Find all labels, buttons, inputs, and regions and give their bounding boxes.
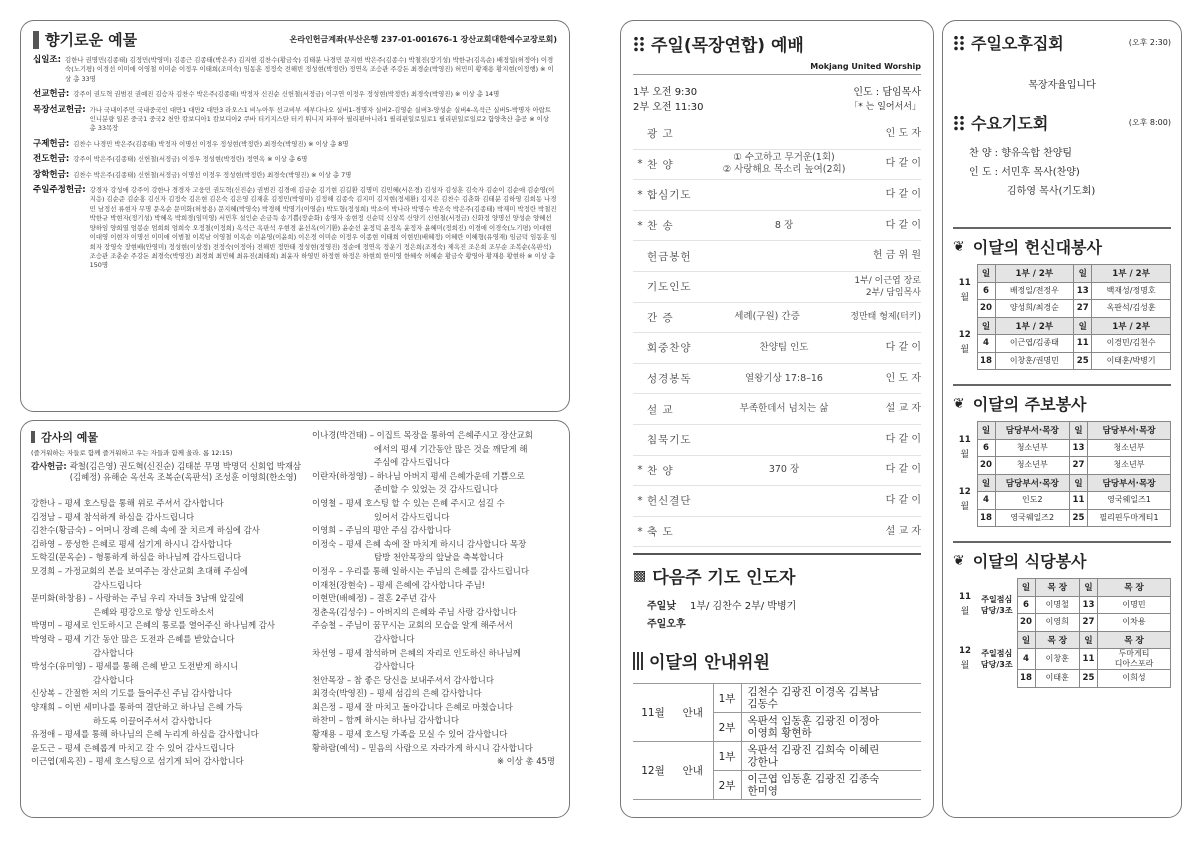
- service-col-header: 담당부서·목장: [995, 474, 1070, 492]
- thanks-line: 윤도근 – 평세 은혜롭게 마치고 갈 수 있어 감사드립니다: [31, 742, 235, 753]
- offering-group-label: 주일주정헌금:: [33, 185, 86, 196]
- offering-group-label: 구제헌금:: [33, 138, 70, 149]
- order-item-content: 8 장: [774, 219, 794, 231]
- order-item-leader: 인 도 자: [885, 372, 921, 384]
- order-item-name: 찬 양: [647, 158, 674, 171]
- thanks-line: 이현만(배혜정) – 결혼 2주년 감사: [312, 593, 436, 604]
- next-afternoon-label: 주일오후: [647, 619, 686, 631]
- order-item: [633, 241, 921, 272]
- offering-group-names: 가나 국내이주민 국내중국인 대만1 대만2 대만3 라오스1 비누아투 선교비부 세부다나오 실버1-경명자 실버2-김영순 실버3-양성순 실버4-옥석근 실버5-박명자 아랍트 인니분량 일본 중국1 중국2 천안 캄보디아1 캄보디아2 쿠바 티키지스탄 터키 튀니지 파푸아 필리핀마니라1 필리핀일로일로1 필리핀일로일로2 함양축산 총공 ※ 이상 총 33목장: [89, 105, 552, 133]
- service-month-suffix: 월: [960, 606, 970, 617]
- order-item-name: 찬 양: [647, 464, 674, 477]
- service-col-header: 1부 / 2부: [1092, 265, 1171, 283]
- service-col-header: 담당부서·목장: [995, 422, 1070, 440]
- order-item: [633, 394, 921, 425]
- order-of-worship: [633, 119, 921, 547]
- thanks-line: 박명미 – 평세로 인도하시고 은혜의 통로를 열어주신 하나님께 감사: [31, 620, 275, 631]
- time-first: 1부 오전 9:30: [633, 87, 698, 98]
- order-item-content: ① 수고하고 무거운(1회) ② 사랑해요 목소리 높여(2회): [722, 152, 846, 176]
- service-assignee: 이창훈: [1035, 649, 1080, 670]
- order-item-content: 세례(구원) 간증: [734, 311, 800, 323]
- service-assignee: 옥판석/김성훈: [1092, 300, 1171, 318]
- service-day: 20: [977, 457, 995, 475]
- stand-mark: *: [637, 188, 643, 201]
- thanks-line: 이재천(장현숙) – 평세 은혜에 감사합니다 주님!: [312, 579, 486, 590]
- service-day: 20: [977, 300, 995, 318]
- service-day: 13: [1080, 596, 1098, 614]
- service-header-row: [953, 631, 1171, 649]
- order-item-leader: 설 교 자: [885, 525, 921, 537]
- wednesday-lead: 인 도 : 서민후 목사(찬양): [969, 167, 1080, 178]
- thanks-line: 차선영 – 평세 참석하며 은혜의 자리로 인도하신 하나님께: [312, 647, 521, 658]
- order-item-content: 찬양팀 인도: [759, 341, 809, 353]
- heart-bullet-icon: ❦: [953, 552, 965, 569]
- order-item-content: 부족한데서 넘치는 삶: [739, 403, 829, 415]
- thanks-line: 모경희 – 가정교회의 본을 보여주는 장산교회 초대해 주심에: [31, 565, 248, 576]
- service-day: 18: [977, 509, 995, 527]
- dedication-table: [953, 264, 1171, 370]
- service-assignee: 이차용: [1098, 614, 1171, 632]
- thanks-panel: [20, 420, 570, 818]
- wednesday-praise: 찬 양 : 향유옥합 찬양팀: [969, 148, 1073, 159]
- offering-group-names: 강주이 박은주(김종태) 신헌철(서정금) 이정우 정성현(박정란) 정연옥 ※ 이상 총 6명: [73, 155, 308, 164]
- service-day-header: 일: [977, 474, 995, 492]
- usher-role: 안내: [673, 684, 713, 742]
- service-assignee: 백재성/정명호: [1092, 282, 1171, 300]
- account-info: 온라인헌금계좌(부산은행 237-01-001676-1 장산교회대한예수교장로회): [289, 35, 557, 44]
- order-item: [633, 364, 921, 395]
- service-col-header: 목 장: [1035, 631, 1080, 649]
- service-row: [953, 335, 1171, 353]
- stand-note: 「* 는 일어서서」: [849, 102, 921, 112]
- stand-mark: *: [637, 219, 643, 232]
- offering-group-names: 강주이 권도혁 권범진 권예진 김승자 김찬수 박은주(김종태) 박정자 신진순 신헌철(서정금) 이구연 이정우 정성현(박정란) 최경숙(박영진) ※ 이상 총 14명: [73, 90, 500, 99]
- order-item: [633, 333, 921, 364]
- service-header-row: [953, 422, 1171, 440]
- order-item-name: 성경봉독: [647, 373, 692, 386]
- order-item-name: 기도인도: [647, 281, 692, 294]
- service-month: [953, 317, 977, 370]
- thanks-line: 김하영 – 풍성한 은혜로 평세 섬기게 하시니 감사합니다: [31, 538, 232, 549]
- service-month: [953, 265, 977, 318]
- thanks-line: 황하람(예석) – 믿음의 사람으로 자라가게 하시니 감사합니다: [312, 742, 533, 753]
- heart-bullet-icon: ❦: [953, 395, 965, 412]
- service-assignee: 양성희/최경순: [995, 300, 1074, 318]
- thanks-head-label: 감사헌금:: [31, 461, 67, 471]
- order-item-leader: 1부/ 이근엽 장로 2부/ 담임목사: [854, 275, 921, 298]
- service-day: 13: [1070, 439, 1088, 457]
- thanks-line: 도학길(문옥순) – 형통하게 하심을 하나님께 감사드립니다: [31, 552, 242, 563]
- offering-group: [33, 140, 557, 149]
- service-day: 27: [1070, 457, 1088, 475]
- order-item-leader: 다 같 이: [885, 341, 921, 353]
- service-month-number: 11: [958, 277, 971, 288]
- order-item-name: 축 도: [647, 526, 674, 539]
- service-month-number: 12: [959, 646, 971, 656]
- offering-group-label: 목장선교헌금:: [33, 104, 86, 115]
- thanks-line: 주심에 감사드립니다: [374, 457, 450, 468]
- order-item-leader: 정만태 형제(터키): [850, 312, 921, 323]
- service-day: 18: [1017, 670, 1035, 688]
- thanks-line: 정춘옥(김성수) – 아버지의 은혜와 주님 사랑 감사합니다: [312, 606, 517, 617]
- thanks-line: 문미화(하창용) – 사랑하는 주님 우리 자녀들 3남매 앞길에: [31, 593, 244, 604]
- service-day: 25: [1074, 352, 1092, 370]
- service-day: 11: [1080, 649, 1098, 670]
- service-header-row: [953, 265, 1171, 283]
- service-day: 4: [977, 492, 995, 510]
- kitchen-duty: 주일점심 담당/3조: [980, 649, 1013, 669]
- usher-names: 이근엽 임동훈 김광진 김종숙 한미영: [741, 771, 921, 800]
- worship-panel: [620, 20, 934, 818]
- service-day-header: 일: [977, 317, 995, 335]
- bulletin-title: 이달의 주보봉사: [972, 395, 1087, 414]
- thanks-line: 하도록 이끌어주셔서 감사합니다: [93, 715, 212, 726]
- service-month: [953, 631, 977, 687]
- service-assignee: 이태훈: [1035, 670, 1080, 688]
- order-item-leader: 다 같 이: [885, 494, 921, 506]
- thanks-line: 이영철 – 평세 호스팅 할 수 있는 은혜 주시고 섬길 수: [312, 497, 505, 508]
- service-assignee: 인도2: [995, 492, 1070, 510]
- offering-group-label: 십일조:: [33, 55, 62, 65]
- offering-group-names: 김찬수 나경민 박은주(김종태) 박정자 이명선 이정우 정성현(박정란) 최경숙(박영진) ※ 이상 총 8명: [73, 139, 349, 148]
- service-col-header: 1부 / 2부: [1092, 317, 1171, 335]
- order-item: [633, 211, 921, 242]
- service-day: 11: [1074, 335, 1092, 353]
- title-bar-icon: [33, 31, 39, 49]
- service-day-header: 일: [1070, 474, 1088, 492]
- bulletin-table: [953, 421, 1171, 527]
- thanks-line: 황재용 – 평세 호스팅 가족을 모실 수 있어 감사합니다: [312, 729, 508, 740]
- offering-group-label: 전도헌금:: [33, 154, 70, 165]
- kitchen-table: [953, 578, 1171, 688]
- thanks-title: 감사의 예물: [41, 431, 98, 444]
- service-row: [953, 300, 1171, 318]
- order-item: [633, 180, 921, 211]
- service-day: 25: [1070, 509, 1088, 527]
- worship-title: 주일(목장연합) 예배: [651, 36, 804, 56]
- thanks-line: 유정애 – 평세를 통해 하나님의 은혜 누리게 하심을 감사합니다: [31, 729, 259, 740]
- thanks-verse: (즐거워하는 자들로 함께 즐거워하고 우는 자들과 함께 울라. 롬 12:15): [31, 449, 233, 457]
- usher-names: 옥판석 임동훈 김광진 이정아 이영희 황현하: [741, 713, 921, 742]
- service-month-suffix: 월: [960, 345, 970, 356]
- wednesday-title: 수요기도회: [971, 114, 1049, 133]
- thanks-line: 이정숙 – 평세 은혜 속에 잘 마치게 하시니 감사합니다 목장: [312, 538, 527, 549]
- next-sunday-value: 1부/ 김찬수 2부/ 박병기: [689, 601, 797, 613]
- service-day-header: 일: [977, 422, 995, 440]
- offering-group: [33, 155, 557, 164]
- service-month-suffix: 월: [960, 502, 970, 513]
- stand-mark: *: [637, 494, 643, 507]
- order-item: [633, 303, 921, 334]
- time-second: 2부 오전 11:30: [633, 102, 704, 113]
- offering-title: 향기로운 예물: [45, 31, 138, 49]
- dots-icon: [633, 36, 645, 52]
- dots-icon: [953, 35, 965, 51]
- service-col-header: 1부 / 2부: [995, 317, 1074, 335]
- service-month: [953, 474, 977, 527]
- offering-group-label: 장학헌금:: [33, 169, 70, 180]
- thanks-line: 김찬수(황금숙) – 어머니 장례 은혜 속에 잘 치르게 하심에 감사: [31, 525, 260, 536]
- service-month-number: 12: [958, 487, 971, 498]
- service-assignee: 배정일/전정우: [995, 282, 1074, 300]
- service-month-number: 12: [958, 330, 971, 341]
- service-assignee: 영국웨일즈2: [995, 509, 1070, 527]
- thanks-line: 탐방 천안목장의 앞날을 축복합니다: [374, 552, 504, 563]
- thanks-line: 감사드립니다: [93, 579, 142, 590]
- stand-mark: *: [637, 158, 643, 171]
- service-col-header: 담당부서·목장: [1088, 422, 1171, 440]
- wednesday-time: (오후 8:00): [1128, 118, 1171, 127]
- offering-group: [33, 106, 557, 134]
- offering-group: [33, 171, 557, 180]
- usher-part: 2부: [713, 713, 741, 742]
- service-day: 13: [1074, 282, 1092, 300]
- service-day-header: 일: [1074, 317, 1092, 335]
- thanks-line: 감사합니다: [374, 661, 415, 672]
- service-assignee: 영국웨일즈1: [1088, 492, 1171, 510]
- service-day-header: 일: [1017, 579, 1035, 597]
- service-col-header: 목 장: [1098, 631, 1171, 649]
- order-item-content: 열왕기상 17:8–16: [745, 372, 823, 384]
- offering-group-label: 선교헌금:: [33, 89, 70, 100]
- ushers-icon: [633, 652, 643, 670]
- service-day: 6: [1017, 596, 1035, 614]
- service-day-header: 일: [1070, 422, 1088, 440]
- next-week-title: 다음주 기도 인도자: [652, 568, 796, 589]
- offering-group-names: 김한나 권명민(김종태) 김정민(박영미) 김종근 김종태(박은주) 김지현 김찬수(황금숙) 김태분 나경민 문지현 박은주(김종수) 박철진(장기성) 박한규(김옥순) 배정일(허정아) 이경숙(노기평) 이경선 이미애 이영철 이미순 이정우 이태희(조미숙) 임동훈 정정숙 전해빈 정성현(박정란) 정연옥 조승관 주강돈 최경순(박영진) 허민미 황재용 황지현(이정행) ※ 이상 총 33명: [65, 56, 554, 83]
- service-day-header: 일: [1080, 579, 1098, 597]
- usher-row: [633, 742, 921, 771]
- service-month: [953, 422, 977, 475]
- thanks-line: 주승철 – 주님이 꿈꾸시는 교회의 모습을 알게 해주셔서: [312, 620, 513, 631]
- right-panel: [942, 20, 1182, 818]
- ushers-table: [633, 683, 921, 800]
- order-item-content: 370 장: [768, 464, 800, 476]
- service-header-row: [953, 579, 1171, 597]
- order-item-name: 합심기도: [647, 189, 692, 202]
- service-assignee: 청소년부: [1088, 439, 1171, 457]
- afternoon-text: 목장자율입니다: [1028, 80, 1096, 91]
- order-item: [633, 456, 921, 487]
- order-item-name: 헌신결단: [647, 495, 692, 508]
- usher-part: 1부: [713, 684, 741, 713]
- order-item: [633, 486, 921, 517]
- usher-names: 김천수 김광진 이경옥 김복남 김동수: [741, 684, 921, 713]
- service-assignee: 이명철: [1035, 596, 1080, 614]
- thanks-line: 감사합니다: [93, 674, 134, 685]
- thanks-line: 은혜와 평강으로 항상 인도하소서: [93, 606, 215, 617]
- thanks-line: 천안목장 – 참 좋은 당신을 보내주셔서 감사합니다: [312, 674, 494, 685]
- kitchen-duty: 주일점심 담당/3조: [980, 594, 1013, 615]
- order-item-name: 설 교: [647, 403, 674, 416]
- thanks-line: 최경숙(박영진) – 평세 섬김의 은혜 감사합니다: [312, 688, 482, 699]
- order-item-leader: 다 같 이: [885, 219, 921, 231]
- service-day: 11: [1070, 492, 1088, 510]
- offering-groups: [33, 56, 557, 271]
- service-day-header: 일: [977, 265, 995, 283]
- order-item-leader: 헌 금 위 원: [872, 250, 921, 262]
- service-assignee: 이근엽/김종태: [995, 335, 1074, 353]
- wednesday-lead2: 김하영 목사(기도회): [1007, 186, 1096, 197]
- service-day-header: 일: [1074, 265, 1092, 283]
- thanks-line: 이근엽(제옥진) – 평세 호스팅으로 섬기게 되어 감사합니다: [31, 756, 244, 767]
- next-sunday-label: 주일낮: [647, 601, 676, 613]
- thanks-line: 에서의 평세 기간동안 많은 것을 깨닫게 해: [374, 443, 528, 454]
- worship-subtitle: Mokjang United Worship: [633, 62, 921, 75]
- order-item-name: 헌금봉헌: [647, 250, 692, 263]
- usher-month: 12월: [633, 742, 673, 800]
- order-item-leader: 인 도 자: [885, 127, 921, 139]
- service-header-row: [953, 474, 1171, 492]
- order-item-leader: 다 같 이: [885, 158, 921, 170]
- order-item-leader: 다 같 이: [885, 464, 921, 476]
- service-row: [953, 352, 1171, 370]
- order-item: [633, 119, 921, 150]
- afternoon-title: 주일오후집회: [971, 34, 1064, 53]
- afternoon-time: (오후 2:30): [1128, 38, 1171, 47]
- service-day: 6: [977, 282, 995, 300]
- service-assignee: 이창훈/권명민: [995, 352, 1074, 370]
- service-day: 18: [977, 352, 995, 370]
- dedication-title: 이달의 헌신대봉사: [972, 238, 1102, 257]
- service-day: 4: [1017, 649, 1035, 670]
- service-assignee: 필리핀두마게티1: [1088, 509, 1171, 527]
- kitchen-title: 이달의 식당봉사: [972, 552, 1087, 571]
- service-col-header: 담당부서·목장: [1088, 474, 1171, 492]
- order-item-leader: 다 같 이: [885, 188, 921, 200]
- thanks-line: 박영락 – 평세 기간 동안 많은 도전과 은혜를 받았습니다: [31, 633, 235, 644]
- service-col-header: 1부 / 2부: [995, 265, 1074, 283]
- offering-group: [33, 186, 557, 271]
- thanks-line: 신상복 – 간절한 저의 기도를 들어주신 주님 감사합니다: [31, 688, 232, 699]
- offering-panel: [20, 20, 570, 412]
- usher-role: 안내: [673, 742, 713, 800]
- service-row: [953, 492, 1171, 510]
- offering-group: [33, 90, 557, 99]
- usher-part: 1부: [713, 742, 741, 771]
- order-item-name: 회중찬양: [647, 342, 692, 355]
- thanks-line: 감사합니다: [93, 647, 134, 658]
- order-item-name: 광 고: [647, 128, 674, 141]
- preacher: 인도 : 담임목사: [853, 87, 921, 98]
- thanks-line: 양재희 – 이번 세미나를 통하여 결단하고 하나님 은혜 가득: [31, 701, 243, 712]
- order-item-name: 찬 송: [647, 220, 674, 233]
- thanks-line: 하찬미 – 함께 하시는 하나님 감사합니다: [312, 715, 459, 726]
- service-assignee: 이영희: [1035, 614, 1080, 632]
- service-day: 6: [977, 439, 995, 457]
- service-month: [953, 579, 977, 632]
- order-item: [633, 425, 921, 456]
- grid-icon: ▩: [633, 567, 647, 584]
- service-row: [953, 509, 1171, 527]
- usher-part: 2부: [713, 771, 741, 800]
- thanks-line: 이나경(박건태) – 이집트 목장을 통하여 은혜주시고 장산교회: [312, 430, 533, 440]
- service-row: [953, 282, 1171, 300]
- title-bar-icon: [31, 431, 35, 443]
- thanks-total: ※ 이상 총 45명: [496, 756, 555, 767]
- service-header-row: [953, 317, 1171, 335]
- usher-row: [633, 684, 921, 713]
- service-col-header: 목 장: [1098, 579, 1171, 597]
- thanks-line: 최은정 – 평세 잘 마치고 돌아갑니다 은혜로 마쳤습니다: [312, 701, 513, 712]
- service-day: 25: [1080, 670, 1098, 688]
- service-assignee: 청소년부: [995, 457, 1070, 475]
- service-day: 27: [1080, 614, 1098, 632]
- thanks-line: 감사합니다: [374, 633, 415, 644]
- thanks-line: 강한나 – 평세 호스팅을 통해 위로 주셔서 감사합니다: [31, 498, 224, 508]
- service-assignee: 청소년부: [1088, 457, 1171, 475]
- thanks-line: 김정남 – 평세 참석하게 하심을 감사드립니다: [31, 511, 195, 522]
- thanks-head-text: 곽철(김은영) 권도혁(신진순) 김태분 무명 박명덕 신회업 박재삼(김혜정) 유해순 옥선옥 조복순(옥판석) 조성훈 이영희(한소영): [69, 461, 302, 482]
- dots-icon: [953, 115, 965, 131]
- stand-mark: *: [637, 525, 643, 538]
- service-month-suffix: 월: [960, 661, 970, 671]
- service-month-number: 11: [959, 591, 971, 602]
- order-item-leader: 설 교 자: [885, 403, 921, 415]
- service-assignee: 이태훈/박병기: [1092, 352, 1171, 370]
- stand-mark: *: [637, 464, 643, 477]
- thanks-line: 이란자(하정영) – 하나님 아버지 평세 은혜가운데 기쁨으로: [312, 470, 525, 481]
- order-item-name: 침묵기도: [647, 434, 692, 447]
- service-month-suffix: 월: [960, 449, 970, 460]
- service-assignee: 청소년부: [995, 439, 1070, 457]
- ushers-title: 이달의 안내위원: [649, 653, 770, 674]
- order-item-leader: 다 같 이: [885, 433, 921, 445]
- service-day: 4: [977, 335, 995, 353]
- service-assignee: 두마게티 디아스포라: [1098, 649, 1171, 670]
- service-day: 27: [1074, 300, 1092, 318]
- order-item-name: 간 증: [647, 311, 674, 324]
- usher-names: 옥판석 김광진 김희숙 이혜린 강한나: [741, 742, 921, 771]
- thanks-left-list: [31, 497, 306, 769]
- order-item: [633, 150, 921, 181]
- heart-bullet-icon: ❦: [953, 238, 965, 255]
- service-assignee: 이희성: [1098, 670, 1171, 688]
- service-month-suffix: 월: [960, 292, 970, 303]
- service-col-header: 목 장: [1035, 579, 1080, 597]
- offering-group-names: 김찬수 박은주(김종태) 신헌철(서정금) 이명선 이정우 정성현(박정란) 최경숙(박영진) ※ 이상 총 7명: [73, 170, 352, 179]
- usher-month: 11월: [633, 684, 673, 742]
- service-day: 20: [1017, 614, 1035, 632]
- offering-group: [33, 56, 557, 84]
- thanks-right-list: [312, 429, 559, 755]
- thanks-line: 이영희 – 주님의 평안 주심 감사합니다: [312, 525, 451, 536]
- service-assignee: 이명민: [1098, 596, 1171, 614]
- thanks-line: 준비할 수 있었는 것 감사드립니다: [374, 484, 498, 495]
- order-item: [633, 272, 921, 303]
- service-assignee: 이경민/김천수: [1092, 335, 1171, 353]
- service-row: [953, 439, 1171, 457]
- offering-group-names: 강경자 강성애 강주이 강한나 경경자 고웅민 권도혁(신진순) 권범진 김경애 김금순 김기현 김길환 김명미 김민혜(서은경) 김성자 김성훈 김숙자 김순이 김순애 김순영(이지응) 김순준 김순홍 김신자 김정숙 김은현 김은숙 김은영 김재훈 김정민(박영미) 김정해 김종숙 김지미 김지현(정세환) 김지은 김찬수 김춘화 김태분 김하영 김희동 나경민 남정선 류현자 무명 문옥순 문미화(허창용) 문지혜(박영숙) 박경해 박명기(이영순) 박도형(정성희) 박소이 박나라 박명수 박은숙 박은주(김종태) 박재미 박정란 박철진 박한규 박현자(정기성) 박혜옥 박희경(임미영) 서민후 설인순 손금득 송기쁨(장순화) 송영자 송현정 신순덕 신상복 신양기 신헌철(서정금) 신화정 양명선 양성순 양혜선 양하임 양희열 엄봉순 엄희희 엄희숙 오정철(이정희) 옥석근 옥판석 우현경 윤선옥(이기환) 윤순선 윤정덕 윤정옥 윤정자 윤혜미(정희진) 이경애 이경숙(노기평) 이대현 이대영 이현자 이명선 이미애 이범철 이복남 이영철 이옥순 이윤영(이윤희) 이은경 이미순 이정우 이종현 이태희 이현빈(배혜정) 이혜란 이혜형(유영재) 임금덕 임동훈 임희자 장영숙 장현배(안영미) 정성현(이상정) 전정숙(이정아) 전해빈 정만태 정성현(정영진) 정순애 정연옥 정운기 정은희(조경숙) 제옥진 조은희 조무순 조복순(옥판석) 조승관 조춘순 주강돈 최경숙(박영진) 최경희 최민혜 최유진(최태희) 최윤자 하영빈 하정현 하정은 하현희 한미영 한혜숙 허혜순 황금숙 황영아 황재용 황현하 ※ 이상 총 150명: [89, 186, 557, 270]
- service-day-header: 일: [1017, 631, 1035, 649]
- thanks-line: 박성수(유미영) – 평세를 통해 은혜 받고 도전받게 하시니: [31, 661, 239, 672]
- thanks-line: 있어서 감사드립니다: [374, 511, 450, 522]
- thanks-line: 이정우 – 우리를 통해 일하시는 주님의 은혜를 감사드립니다: [312, 565, 529, 576]
- service-row: [953, 457, 1171, 475]
- order-item: [633, 517, 921, 548]
- service-day-header: 일: [1080, 631, 1098, 649]
- service-month-number: 11: [958, 434, 971, 445]
